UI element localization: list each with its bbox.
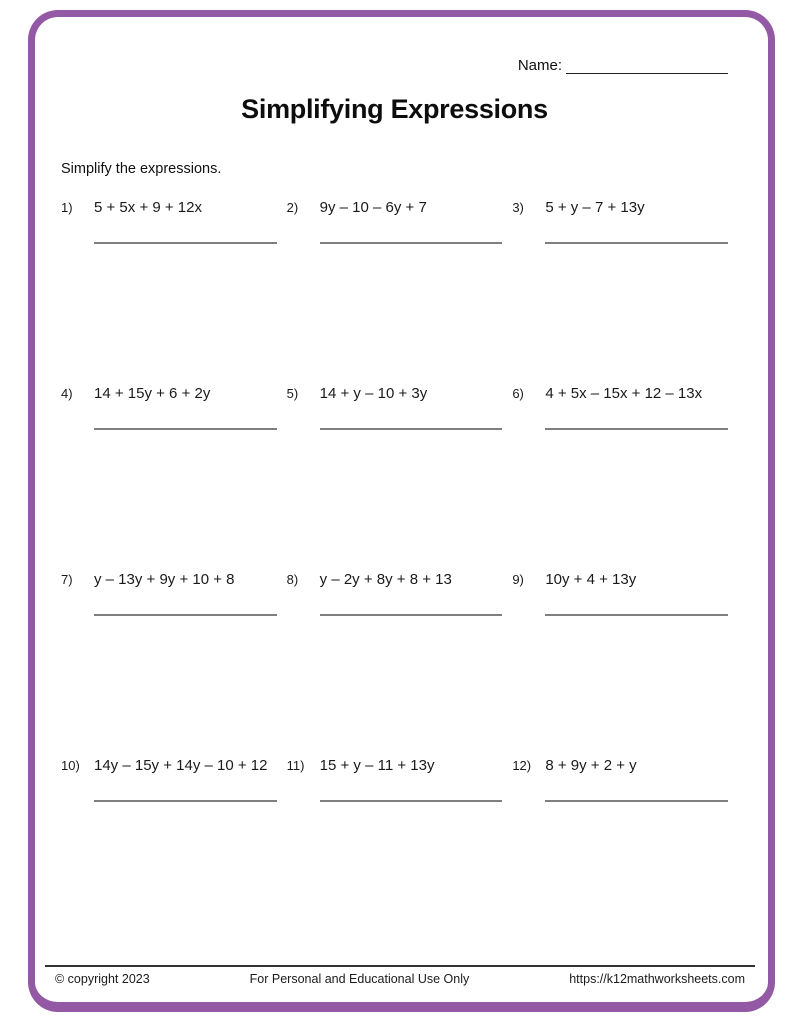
worksheet-page-border	[28, 10, 775, 1012]
problem-cell-12	[512, 755, 728, 941]
problem-number: 1)	[61, 199, 73, 215]
problem-row	[61, 199, 277, 216]
problem-expression: y – 13y + 9y + 10 + 8	[94, 571, 235, 588]
worksheet-content	[35, 17, 768, 1002]
answer-blank-line	[94, 614, 277, 616]
problem-expression: 15 + y – 11 + 13y	[319, 757, 435, 774]
answer-blank-line	[94, 800, 277, 802]
problem-cell-2	[287, 197, 503, 383]
problem-row	[61, 385, 277, 402]
answer-blank-line	[320, 242, 503, 244]
name-row	[61, 57, 728, 74]
problem-number: 9)	[512, 571, 524, 587]
problem-cell-7	[61, 569, 277, 755]
problem-cell-1	[61, 197, 277, 383]
instruction-text: Simplify the expressions.	[61, 161, 222, 177]
problem-number: 10)	[61, 757, 80, 773]
answer-blank-line	[320, 428, 503, 430]
problem-cell-4	[61, 383, 277, 569]
problem-cell-8	[287, 569, 503, 755]
problem-row	[512, 199, 728, 216]
problem-row	[287, 571, 503, 588]
problem-expression: 5 + y – 7 + 13y	[545, 199, 645, 216]
problem-expression: 10y + 4 + 13y	[545, 571, 637, 588]
website-url: https://k12mathworksheets.com	[569, 972, 745, 986]
page-title: Simplifying Expressions	[241, 94, 548, 124]
answer-blank-line	[545, 428, 728, 430]
problem-expression: y – 2y + 8y + 8 + 13	[319, 571, 452, 588]
problem-number: 7)	[61, 571, 73, 587]
problem-row	[287, 757, 503, 774]
answer-blank-line	[320, 800, 503, 802]
problem-cell-9	[512, 569, 728, 755]
problem-row	[287, 199, 503, 216]
problem-expression: 14 + y – 10 + 3y	[319, 385, 428, 402]
problem-number: 11)	[286, 757, 305, 773]
name-label: Name:	[517, 57, 562, 74]
answer-blank-line	[545, 614, 728, 616]
problem-row	[512, 385, 728, 402]
problem-cell-10	[61, 755, 277, 941]
problem-cell-11	[287, 755, 503, 941]
name-blank-line	[566, 58, 728, 74]
usage-text: For Personal and Educational Use Only	[249, 972, 470, 986]
answer-blank-line	[545, 800, 728, 802]
problem-cell-6	[512, 383, 728, 569]
problem-number: 3)	[512, 199, 524, 215]
problem-row	[512, 571, 728, 588]
problem-number: 8)	[286, 571, 299, 587]
problem-number: 2)	[286, 199, 299, 215]
problem-number: 12)	[512, 757, 532, 773]
copyright-text: © copyright 2023	[55, 972, 150, 986]
problem-expression: 14y – 15y + 14y – 10 + 12	[94, 757, 268, 774]
problem-expression: 5 + 5x + 9 + 12x	[94, 199, 202, 216]
problem-number: 4)	[61, 385, 73, 401]
problem-cell-3	[512, 197, 728, 383]
answer-blank-line	[320, 614, 503, 616]
problem-cell-5	[287, 383, 503, 569]
problem-row	[287, 385, 503, 402]
problem-expression: 8 + 9y + 2 + y	[545, 757, 637, 774]
footer	[45, 965, 755, 986]
answer-blank-line	[94, 428, 277, 430]
problem-expression: 9y – 10 – 6y + 7	[319, 199, 427, 216]
answer-blank-line	[94, 242, 277, 244]
problem-row	[512, 757, 728, 774]
problems-grid	[61, 197, 728, 941]
problem-number: 6)	[512, 385, 524, 401]
answer-blank-line	[545, 242, 728, 244]
problem-row	[61, 571, 277, 588]
problem-row	[61, 757, 277, 774]
problem-expression: 4 + 5x – 15x + 12 – 13x	[545, 385, 703, 402]
problem-expression: 14 + 15y + 6 + 2y	[94, 385, 211, 402]
problem-number: 5)	[286, 385, 299, 401]
